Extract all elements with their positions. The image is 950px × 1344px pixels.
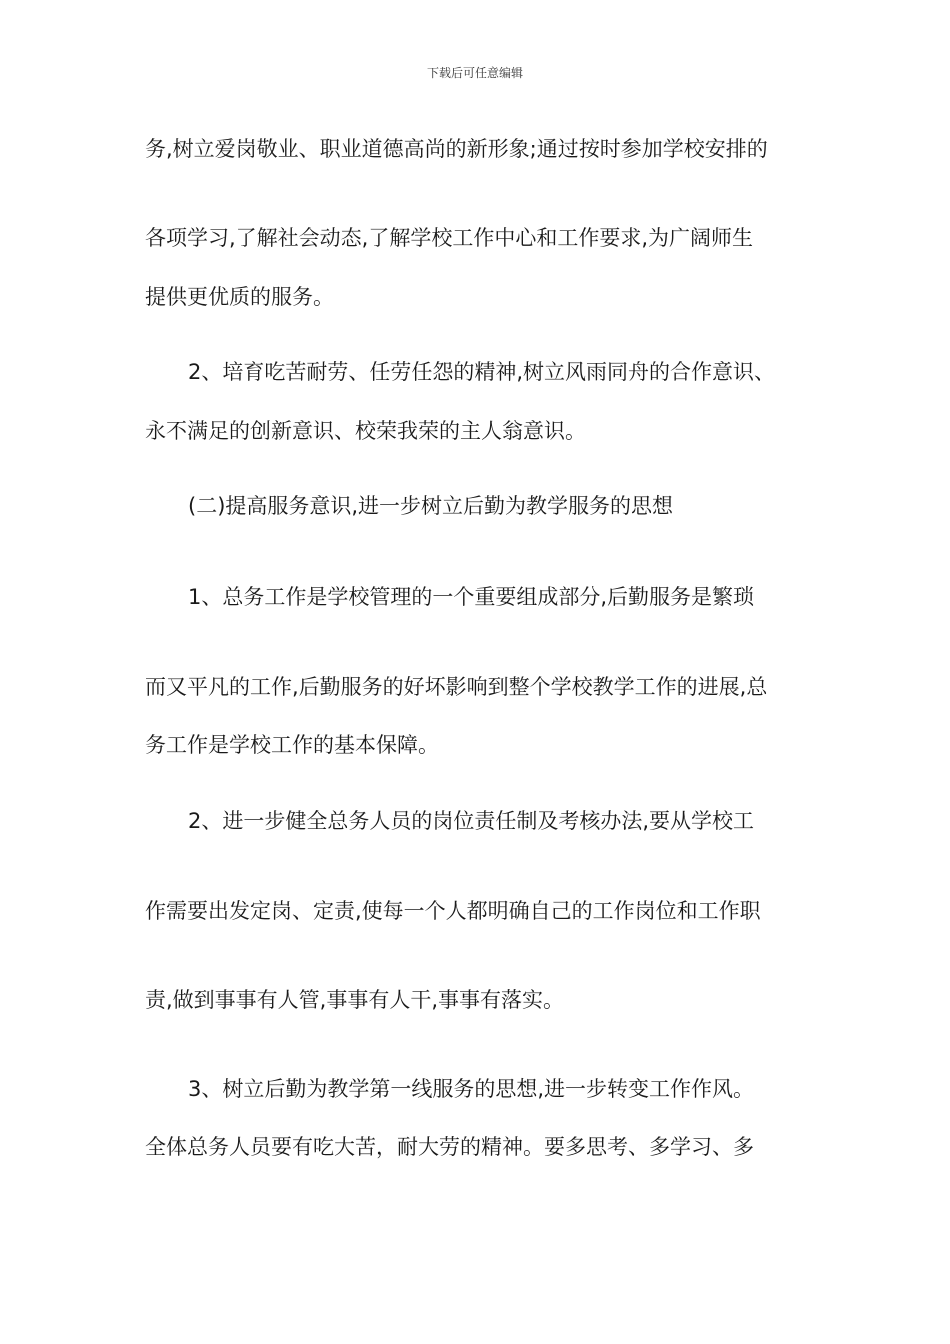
text-line: 责,做到事事有人管,事事有人干,事事有落实。 xyxy=(145,988,565,1012)
text-line: 务工作是学校工作的基本保障。 xyxy=(145,733,439,757)
text-line: 3、树立后勤为教学第一线服务的思想,进一步转变工作作风。 xyxy=(188,1077,755,1101)
text-line: 1、总务工作是学校管理的一个重要组成部分,后勤服务是繁琐 xyxy=(188,585,755,609)
text-line: 2、进一步健全总务人员的岗位责任制及考核办法,要从学校工 xyxy=(188,809,755,833)
text-line: 而又平凡的工作,后勤服务的好坏影响到整个学校教学工作的进展,总 xyxy=(145,675,768,699)
text-line: 提供更优质的服务。 xyxy=(145,285,334,309)
text-line: (二)提高服务意识,进一步树立后勤为教学服务的思想 xyxy=(188,494,674,518)
text-line: 永不满足的创新意识、校荣我荣的主人翁意识。 xyxy=(145,419,586,443)
text-line: 2、培育吃苦耐劳、任劳任怨的精神,树立风雨同舟的合作意识、 xyxy=(188,360,776,384)
text-line: 作需要出发定岗、定责,使每一个人都明确自己的工作岗位和工作职 xyxy=(145,899,761,923)
text-line: 务,树立爱岗敬业、职业道德高尚的新形象;通过按时参加学校安排的 xyxy=(145,137,768,161)
page-header: 下载后可任意编辑 xyxy=(426,66,523,80)
text-line: 各项学习,了解社会动态,了解学校工作中心和工作要求,为广阔师生 xyxy=(145,226,754,250)
text-line: 全体总务人员要有吃大苦，耐大劳的精神。要多思考、多学习、多 xyxy=(145,1135,754,1159)
